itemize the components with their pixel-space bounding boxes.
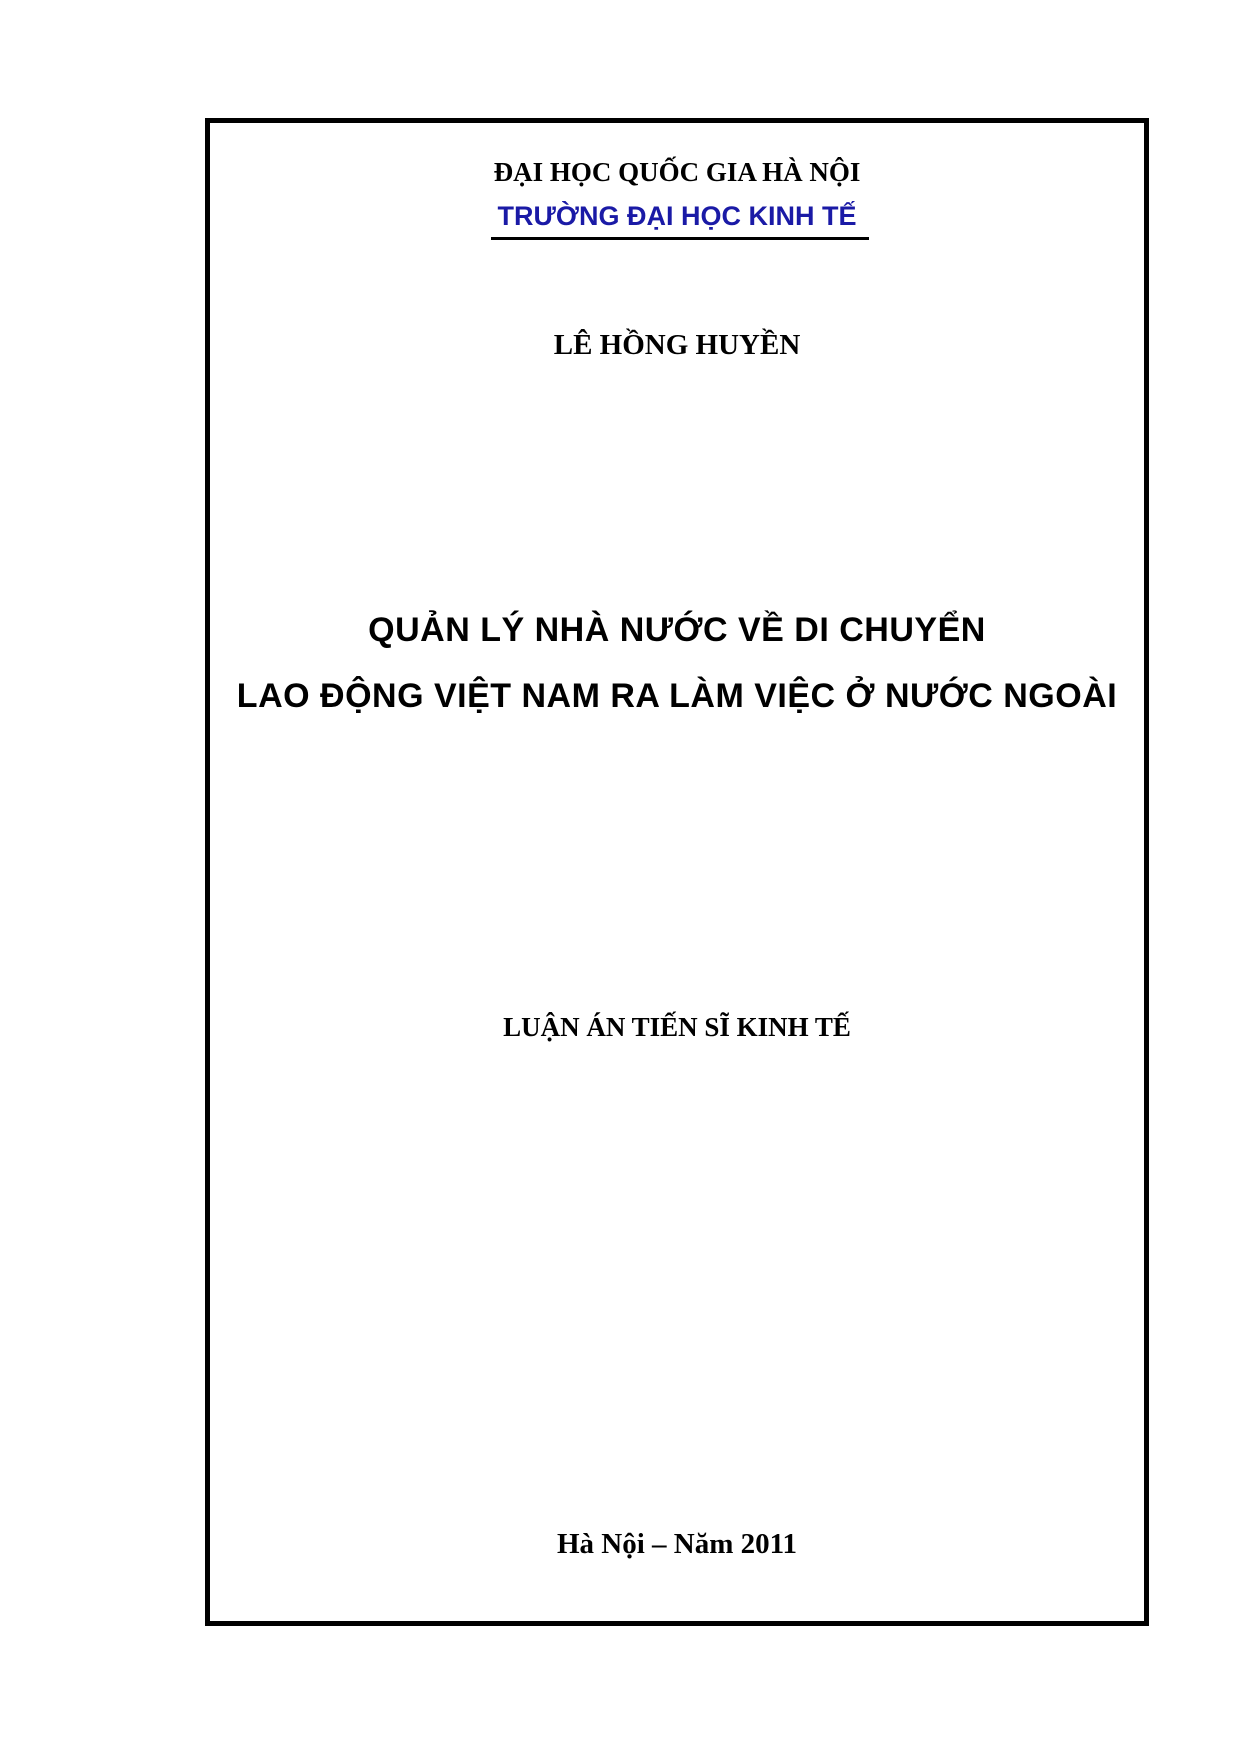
- author-name: LÊ HỒNG HUYỀN: [553, 329, 801, 361]
- cover-border-frame: [205, 118, 1149, 1626]
- faculty-underline-rule: [491, 237, 869, 240]
- university-name: ĐẠI HỌC QUỐC GIA HÀ NỘI: [493, 157, 861, 187]
- thesis-title-line-2: LAO ĐỘNG VIỆT NAM RA LÀM VIỆC Ở NƯỚC NGOÀI: [236, 677, 1118, 715]
- place-and-year: Hà Nội – Năm 2011: [556, 1528, 798, 1560]
- thesis-title-line-1: QUẢN LÝ NHÀ NƯỚC VỀ DI CHUYỂN: [368, 611, 986, 649]
- degree-type: LUẬN ÁN TIẾN SĨ KINH TẾ: [503, 1012, 851, 1042]
- faculty-name: TRƯỜNG ĐẠI HỌC KINH TẾ: [497, 201, 857, 231]
